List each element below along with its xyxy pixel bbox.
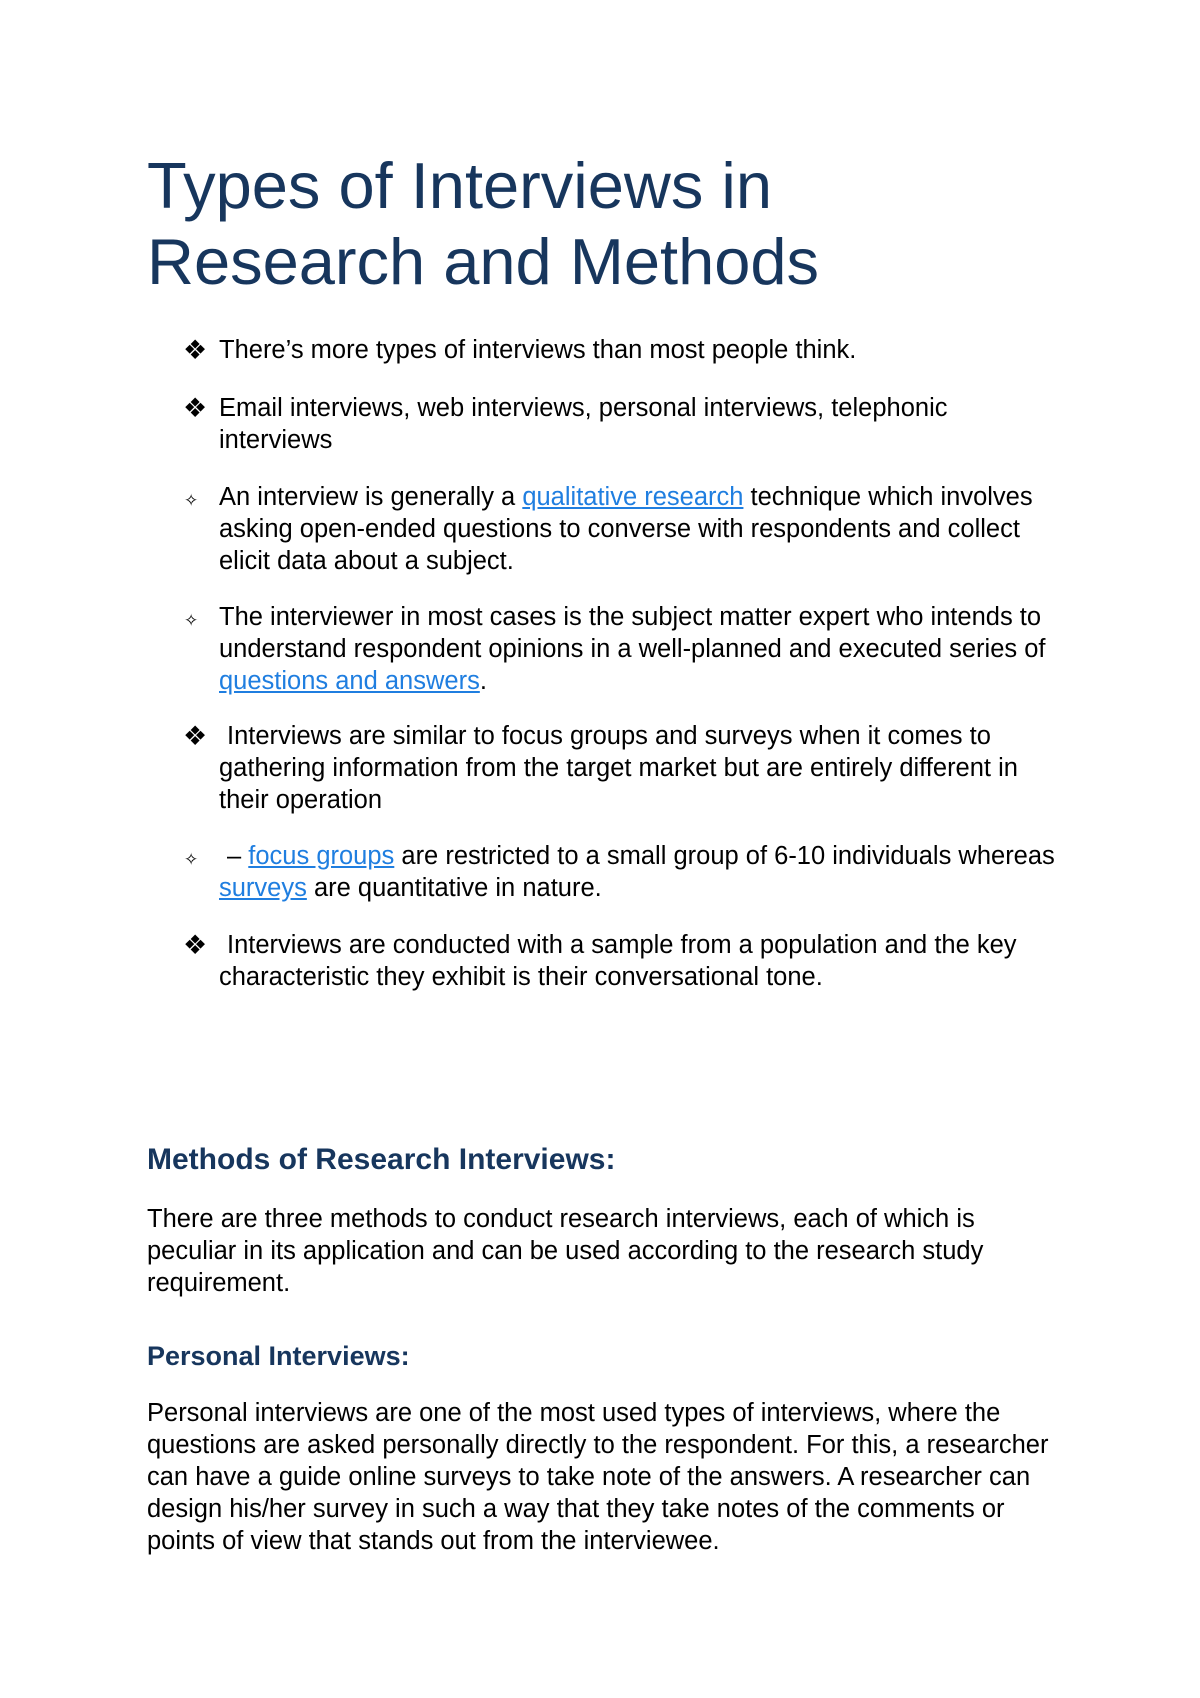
page-title (147, 148, 1097, 300)
bullet-text-part: are restricted to a small group of 6-10 individuals whereas (394, 842, 1055, 870)
bullet-text-part: . (479, 667, 487, 695)
bullet-text-part: are quantitative in nature. (306, 874, 602, 902)
filled-diamond-bullet-icon: ❖ (183, 721, 208, 751)
bullet-text (219, 481, 1059, 577)
link-focus-groups[interactable]: focus groups (248, 842, 395, 870)
bullet-text (219, 601, 1059, 697)
outline-diamond-bullet-icon: ✧ (184, 850, 199, 869)
filled-diamond-bullet-icon: ❖ (183, 930, 208, 960)
bullet-item (0, 601, 1200, 697)
bullet-text: Interviews are conducted with a sample from a population and the key characteristic they exhibit is their conversational tone. (219, 931, 1017, 991)
bullet-text: There’s more types of interviews than most people think. (219, 336, 857, 364)
outline-diamond-bullet-icon: ✧ (184, 491, 199, 510)
link-qualitative-research[interactable]: qualitative research (522, 483, 744, 511)
personal-interviews-heading: Personal Interviews: (147, 1341, 410, 1371)
bullet-text: Interviews are similar to focus groups and surveys when it comes to gathering information from the target market but are entirely different in their operation (219, 722, 1018, 814)
bullet-item (0, 720, 1200, 816)
filled-diamond-bullet-icon: ❖ (183, 335, 208, 365)
filled-diamond-bullet-icon: ❖ (183, 393, 208, 423)
bullet-item (0, 334, 1200, 366)
bullet-text-part: An interview is generally a (219, 483, 523, 511)
bullet-text-part: technique which involves asking open-ended questions to converse with respondents and collect elicit data about a subject. (219, 483, 1033, 575)
methods-intro-paragraph: There are three methods to conduct research interviews, each of which is peculiar in its application and can be used according to the research study requirement. (147, 1205, 984, 1297)
bullet-item (0, 929, 1200, 993)
bullet-text-part: The interviewer in most cases is the subject matter expert who intends to understand respondent opinions in a well-planned and executed series of (219, 603, 1046, 663)
bullet-text: Email interviews, web interviews, personal interviews, telephonic interviews (219, 394, 948, 454)
bullet-text (219, 840, 1059, 904)
personal-interviews-paragraph: Personal interviews are one of the most used types of interviews, where the questions are asked personally directly to the respondent. For this, a researcher can have a guide online surveys to take note of the answers. A researcher can design his/her survey in such a way that they take notes of the comments or points of view that stands out from the interviewee. (147, 1399, 1049, 1555)
bullet-text-part: – (227, 842, 249, 870)
methods-heading: Methods of Research Interviews: (147, 1143, 616, 1176)
title-line-2: Research and Methods (147, 225, 820, 298)
outline-diamond-bullet-icon: ✧ (184, 611, 199, 630)
bullet-item (0, 840, 1200, 904)
bullet-item (0, 481, 1200, 577)
bullet-item (0, 392, 1200, 456)
link-questions-and-answers[interactable]: questions and answers (219, 667, 480, 695)
link-surveys[interactable]: surveys (219, 874, 307, 902)
title-line-1: Types of Interviews in (147, 149, 772, 222)
